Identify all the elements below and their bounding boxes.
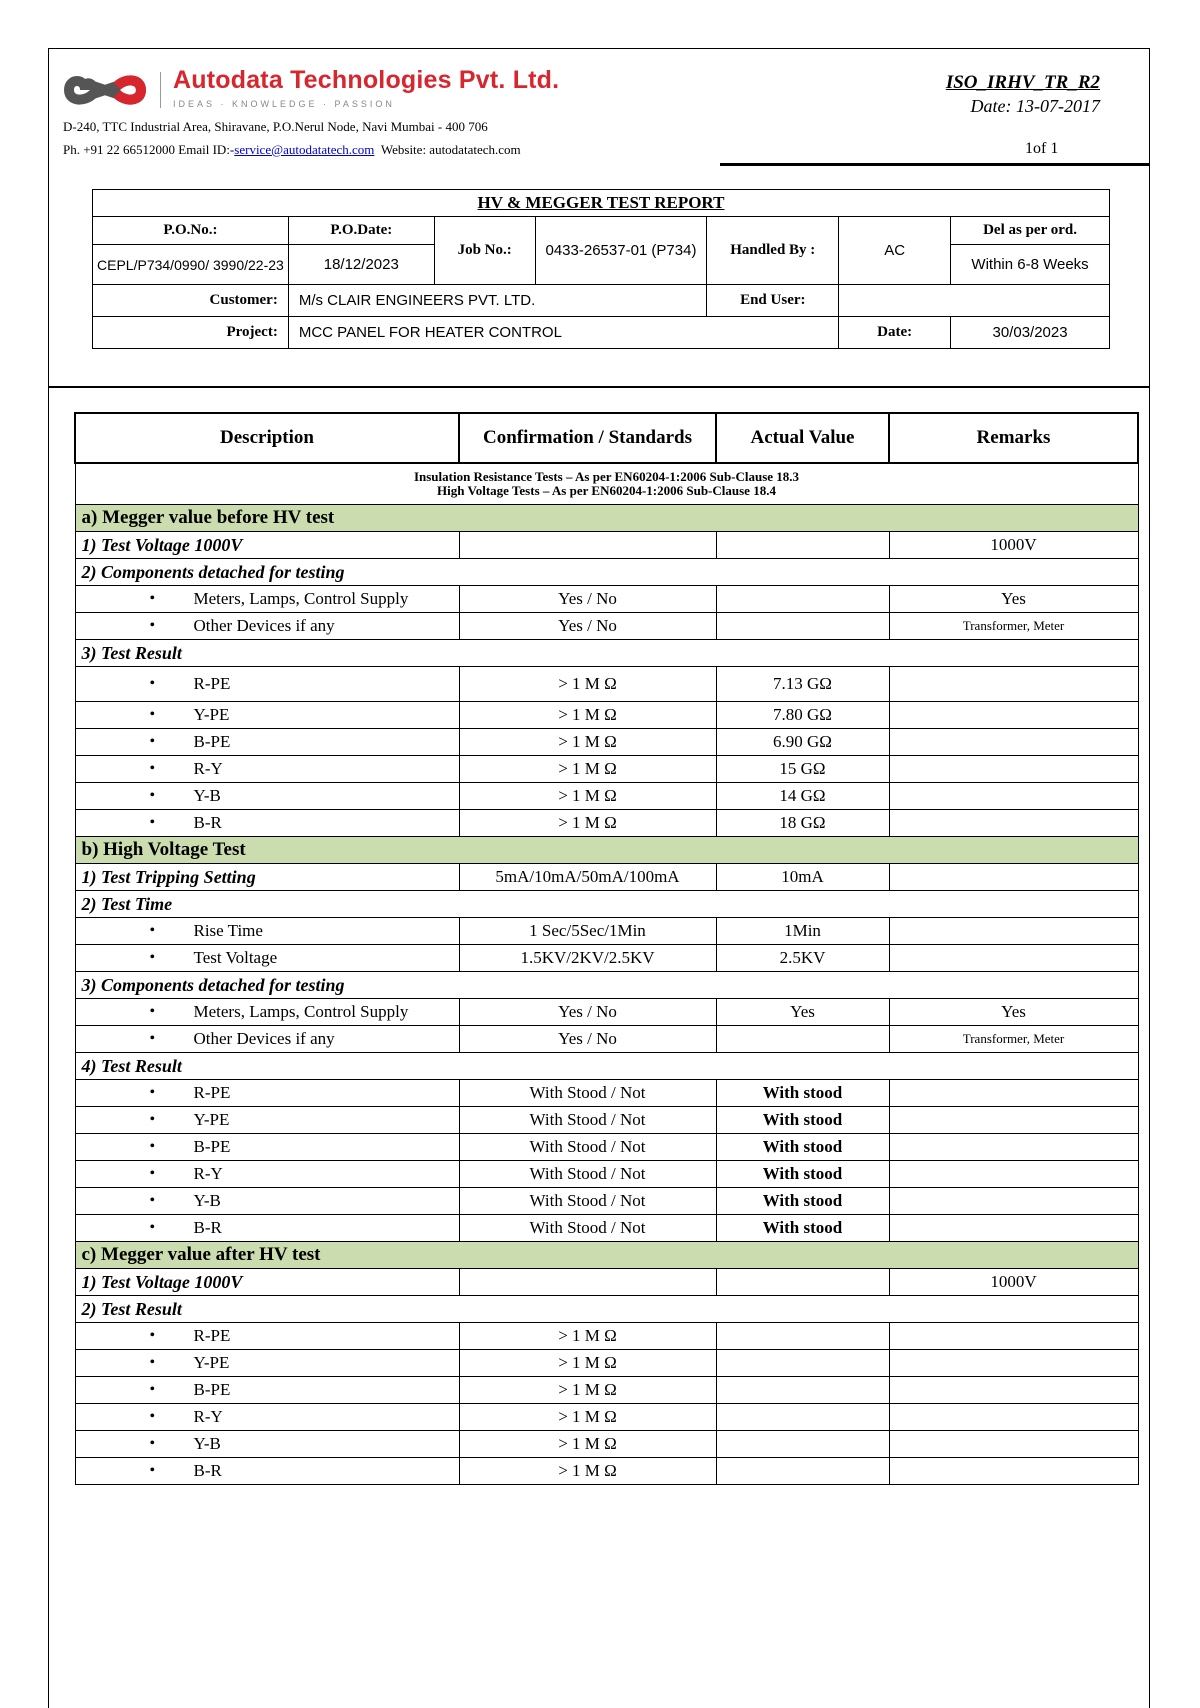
table-row: [75, 1161, 1138, 1188]
delivery-value: Within 6-8 Weeks: [951, 245, 1110, 285]
project-value: MCC PANEL FOR HEATER CONTROL: [288, 317, 838, 349]
standard-value: > 1 M Ω: [459, 1404, 716, 1431]
section-title: c) Megger value after HV test: [75, 1242, 1138, 1269]
subsection-row: [75, 559, 1138, 586]
customer-value: M/s CLAIR ENGINEERS PVT. LTD.: [288, 285, 707, 317]
remarks-value: [889, 1161, 1138, 1188]
table-row: [75, 1134, 1138, 1161]
item-description: [75, 1134, 459, 1161]
item-label: Meters, Lamps, Control Supply: [193, 589, 409, 608]
document-date: Date: 13-07-2017: [970, 96, 1100, 116]
actual-value: 1Min: [716, 918, 889, 945]
subsection-row: [75, 891, 1138, 918]
standard-value: With Stood / Not: [459, 1188, 716, 1215]
item-description: [75, 729, 459, 756]
remarks-value: [889, 756, 1138, 783]
standard-value: > 1 M Ω: [459, 1350, 716, 1377]
remarks-value: [889, 918, 1138, 945]
standard-value: With Stood / Not: [459, 1134, 716, 1161]
item-label: B-R: [193, 1461, 222, 1480]
item-label: Other Devices if any: [193, 616, 335, 635]
logo-divider: [160, 72, 161, 108]
actual-value: 7.80 GΩ: [716, 702, 889, 729]
handled-by-label: Handled By :: [707, 217, 839, 285]
item-label: B-R: [193, 1218, 222, 1237]
actual-value: 6.90 GΩ: [716, 729, 889, 756]
table-row: [75, 1188, 1138, 1215]
remarks-value: [889, 1188, 1138, 1215]
item-label: Y-PE: [193, 705, 230, 724]
standard-value: > 1 M Ω: [459, 667, 716, 702]
actual-value: [716, 1350, 889, 1377]
standard-value: > 1 M Ω: [459, 702, 716, 729]
table-row: [75, 783, 1138, 810]
actual-value: [716, 1458, 889, 1485]
item-description: 1) Test Voltage 1000V: [75, 532, 459, 559]
remarks-value: 1000V: [889, 532, 1138, 559]
table-row: [75, 999, 1138, 1026]
table-row: [75, 1458, 1138, 1485]
remarks-value: 1000V: [889, 1269, 1138, 1296]
test-results-table: [74, 412, 1139, 1485]
actual-value: [716, 1404, 889, 1431]
section-row: [75, 837, 1138, 864]
remarks-value: [889, 729, 1138, 756]
actual-value: [716, 1431, 889, 1458]
item-label: R-Y: [193, 759, 223, 778]
col-header-actual: Actual Value: [716, 413, 889, 463]
remarks-value: Transformer, Meter: [889, 613, 1138, 640]
actual-value: [716, 586, 889, 613]
item-label: B-PE: [193, 1137, 231, 1156]
subsection-title: 3) Components detached for testing: [75, 972, 1138, 999]
po-no-label: P.O.No.:: [93, 217, 289, 245]
item-label: R-PE: [193, 674, 231, 693]
item-label: Y-B: [193, 1191, 221, 1210]
standard-value: Yes / No: [459, 613, 716, 640]
standard-value: 1.5KV/2KV/2.5KV: [459, 945, 716, 972]
table-row: [75, 702, 1138, 729]
report-title: HV & MEGGER TEST REPORT: [93, 190, 1110, 217]
item-description: [75, 613, 459, 640]
item-label: Y-PE: [193, 1110, 230, 1129]
table-row: [75, 756, 1138, 783]
item-label: Rise Time: [193, 921, 263, 940]
remarks-value: [889, 864, 1138, 891]
remarks-value: [889, 1134, 1138, 1161]
col-header-remarks: Remarks: [889, 413, 1138, 463]
header-rule: [720, 163, 1150, 166]
po-date-value: 18/12/2023: [288, 245, 434, 285]
remarks-value: Yes: [889, 999, 1138, 1026]
actual-value: With stood: [716, 1134, 889, 1161]
item-label: B-R: [193, 813, 222, 832]
item-description: [75, 1107, 459, 1134]
table-row: [75, 729, 1138, 756]
standard-value: Yes / No: [459, 586, 716, 613]
item-description: [75, 945, 459, 972]
remarks-value: Yes: [889, 586, 1138, 613]
item-description: [75, 1350, 459, 1377]
actual-value: With stood: [716, 1107, 889, 1134]
standard-value: > 1 M Ω: [459, 783, 716, 810]
item-label: Y-B: [193, 786, 221, 805]
standard-value: Yes / No: [459, 1026, 716, 1053]
item-description: [75, 1215, 459, 1242]
standard-value: > 1 M Ω: [459, 1458, 716, 1485]
item-label: B-PE: [193, 732, 231, 751]
remarks-value: [889, 1458, 1138, 1485]
table-row: [75, 1404, 1138, 1431]
company-name: Autodata Technologies Pvt. Ltd.: [173, 66, 560, 94]
table-row: [75, 1080, 1138, 1107]
subsection-title: 4) Test Result: [75, 1053, 1138, 1080]
section-title: a) Megger value before HV test: [75, 505, 1138, 532]
subsection-row: [75, 1296, 1138, 1323]
item-description: [75, 1377, 459, 1404]
remarks-value: Transformer, Meter: [889, 1026, 1138, 1053]
standard-value: > 1 M Ω: [459, 810, 716, 837]
table-row: [75, 918, 1138, 945]
handled-by-value: AC: [839, 217, 951, 285]
section-divider: [48, 386, 1150, 388]
subsection-title: 2) Components detached for testing: [75, 559, 1138, 586]
standard-value: > 1 M Ω: [459, 1323, 716, 1350]
section-row: [75, 505, 1138, 532]
table-row: [75, 945, 1138, 972]
table-row: [75, 613, 1138, 640]
remarks-value: [889, 1323, 1138, 1350]
remarks-value: [889, 783, 1138, 810]
remarks-value: [889, 1080, 1138, 1107]
job-no-value: 0433-26537-01 (P734): [535, 217, 707, 285]
date-value: 30/03/2023: [951, 317, 1110, 349]
item-description: [75, 918, 459, 945]
standard-value: Yes / No: [459, 999, 716, 1026]
table-row: [75, 1107, 1138, 1134]
remarks-value: [889, 1431, 1138, 1458]
subsection-row: [75, 972, 1138, 999]
item-description: [75, 586, 459, 613]
actual-value: [716, 1323, 889, 1350]
actual-value: [716, 532, 889, 559]
standard-value: 5mA/10mA/50mA/100mA: [459, 864, 716, 891]
actual-value: 10mA: [716, 864, 889, 891]
table-row: [75, 1026, 1138, 1053]
standard-value: [459, 532, 716, 559]
table-row: [75, 810, 1138, 837]
subsection-row: [75, 532, 1138, 559]
item-label: B-PE: [193, 1380, 231, 1399]
remarks-value: [889, 667, 1138, 702]
report-info-table: [92, 189, 1110, 349]
subsection-title: 2) Test Time: [75, 891, 1138, 918]
item-description: [75, 783, 459, 810]
remarks-value: [889, 1215, 1138, 1242]
standard-value: With Stood / Not: [459, 1161, 716, 1188]
item-description: [75, 999, 459, 1026]
actual-value: 14 GΩ: [716, 783, 889, 810]
subsection-row: [75, 640, 1138, 667]
item-label: R-PE: [193, 1326, 231, 1345]
item-description: [75, 702, 459, 729]
item-label: Y-PE: [193, 1353, 230, 1372]
actual-value: [716, 1269, 889, 1296]
actual-value: With stood: [716, 1080, 889, 1107]
actual-value: 7.13 GΩ: [716, 667, 889, 702]
col-header-standards: Confirmation / Standards: [459, 413, 716, 463]
phone-label: Ph. +91 22 66512000 Email ID:-: [63, 142, 235, 157]
item-label: R-Y: [193, 1407, 223, 1426]
item-description: [75, 1323, 459, 1350]
standard-value: With Stood / Not: [459, 1080, 716, 1107]
item-description: [75, 667, 459, 702]
company-tagline: IDEAS · KNOWLEDGE · PASSION: [173, 99, 395, 108]
standard-value: With Stood / Not: [459, 1107, 716, 1134]
company-address: D-240, TTC Industrial Area, Shiravane, P.O.Nerul Node, Navi Mumbai - 400 706: [63, 119, 488, 134]
standard-value: > 1 M Ω: [459, 1377, 716, 1404]
customer-label: Customer:: [93, 285, 289, 317]
po-no-value: CEPL/P734/0990/ 3990/22-23: [93, 245, 289, 285]
standard-value: > 1 M Ω: [459, 756, 716, 783]
item-description: [75, 1080, 459, 1107]
standard-value: > 1 M Ω: [459, 1431, 716, 1458]
remarks-value: [889, 945, 1138, 972]
standard-value: [459, 1269, 716, 1296]
section-title: b) High Voltage Test: [75, 837, 1138, 864]
subsection-row: [75, 864, 1138, 891]
item-description: 1) Test Voltage 1000V: [75, 1269, 459, 1296]
actual-value: With stood: [716, 1188, 889, 1215]
table-row: [75, 1377, 1138, 1404]
actual-value: [716, 613, 889, 640]
table-row: [75, 1323, 1138, 1350]
standards-note: [75, 463, 1138, 505]
item-description: [75, 1026, 459, 1053]
subsection-row: [75, 1053, 1138, 1080]
remarks-value: [889, 702, 1138, 729]
table-row: [75, 1215, 1138, 1242]
remarks-value: [889, 1377, 1138, 1404]
standard-value: With Stood / Not: [459, 1215, 716, 1242]
actual-value: Yes: [716, 999, 889, 1026]
item-description: [75, 1161, 459, 1188]
col-header-description: Description: [75, 413, 459, 463]
website-label: Website: autodatatech.com: [380, 142, 521, 157]
standard-value: 1 Sec/5Sec/1Min: [459, 918, 716, 945]
remarks-value: [889, 1107, 1138, 1134]
po-date-label: P.O.Date:: [288, 217, 434, 245]
table-row: [75, 586, 1138, 613]
job-no-label: Job No.:: [434, 217, 535, 285]
actual-value: With stood: [716, 1215, 889, 1242]
subsection-title: 2) Test Result: [75, 1296, 1138, 1323]
item-description: [75, 1431, 459, 1458]
table-row: [75, 667, 1138, 702]
end-user-value: [839, 285, 1110, 317]
actual-value: 2.5KV: [716, 945, 889, 972]
subsection-row: [75, 1269, 1138, 1296]
subsection-title: 3) Test Result: [75, 640, 1138, 667]
remarks-value: [889, 1404, 1138, 1431]
item-description: [75, 1404, 459, 1431]
item-label: Y-B: [193, 1434, 221, 1453]
document-code: ISO_IRHV_TR_R2: [945, 72, 1100, 93]
remarks-value: [889, 810, 1138, 837]
note-high-voltage: High Voltage Tests – As per EN60204-1:2006 Sub-Clause 18.4: [437, 483, 776, 498]
standard-value: > 1 M Ω: [459, 729, 716, 756]
actual-value: 15 GΩ: [716, 756, 889, 783]
note-insulation: Insulation Resistance Tests – As per EN60204-1:2006 Sub-Clause 18.3: [413, 469, 800, 484]
company-contact: [63, 142, 521, 158]
page-number: 1of 1: [1025, 140, 1059, 157]
table-row: [75, 1350, 1138, 1377]
remarks-value: [889, 1350, 1138, 1377]
end-user-label: End User:: [707, 285, 839, 317]
item-description: [75, 1188, 459, 1215]
table-row: [75, 1431, 1138, 1458]
section-row: [75, 1242, 1138, 1269]
actual-value: [716, 1377, 889, 1404]
actual-value: [716, 1026, 889, 1053]
item-description: [75, 1458, 459, 1485]
item-label: R-PE: [193, 1083, 231, 1102]
delivery-label: Del as per ord.: [951, 217, 1110, 245]
actual-value: With stood: [716, 1161, 889, 1188]
email-link[interactable]: service@autodatatech.com: [234, 142, 375, 157]
item-description: [75, 810, 459, 837]
item-description: [75, 756, 459, 783]
infinity-loop-logo-icon: [63, 66, 147, 114]
item-label: Other Devices if any: [193, 1029, 335, 1048]
item-label: Test Voltage: [193, 948, 278, 967]
item-description: 1) Test Tripping Setting: [75, 864, 459, 891]
project-label: Project:: [93, 317, 289, 349]
actual-value: 18 GΩ: [716, 810, 889, 837]
date-label: Date:: [839, 317, 951, 349]
item-label: Meters, Lamps, Control Supply: [193, 1002, 409, 1021]
item-label: R-Y: [193, 1164, 223, 1183]
